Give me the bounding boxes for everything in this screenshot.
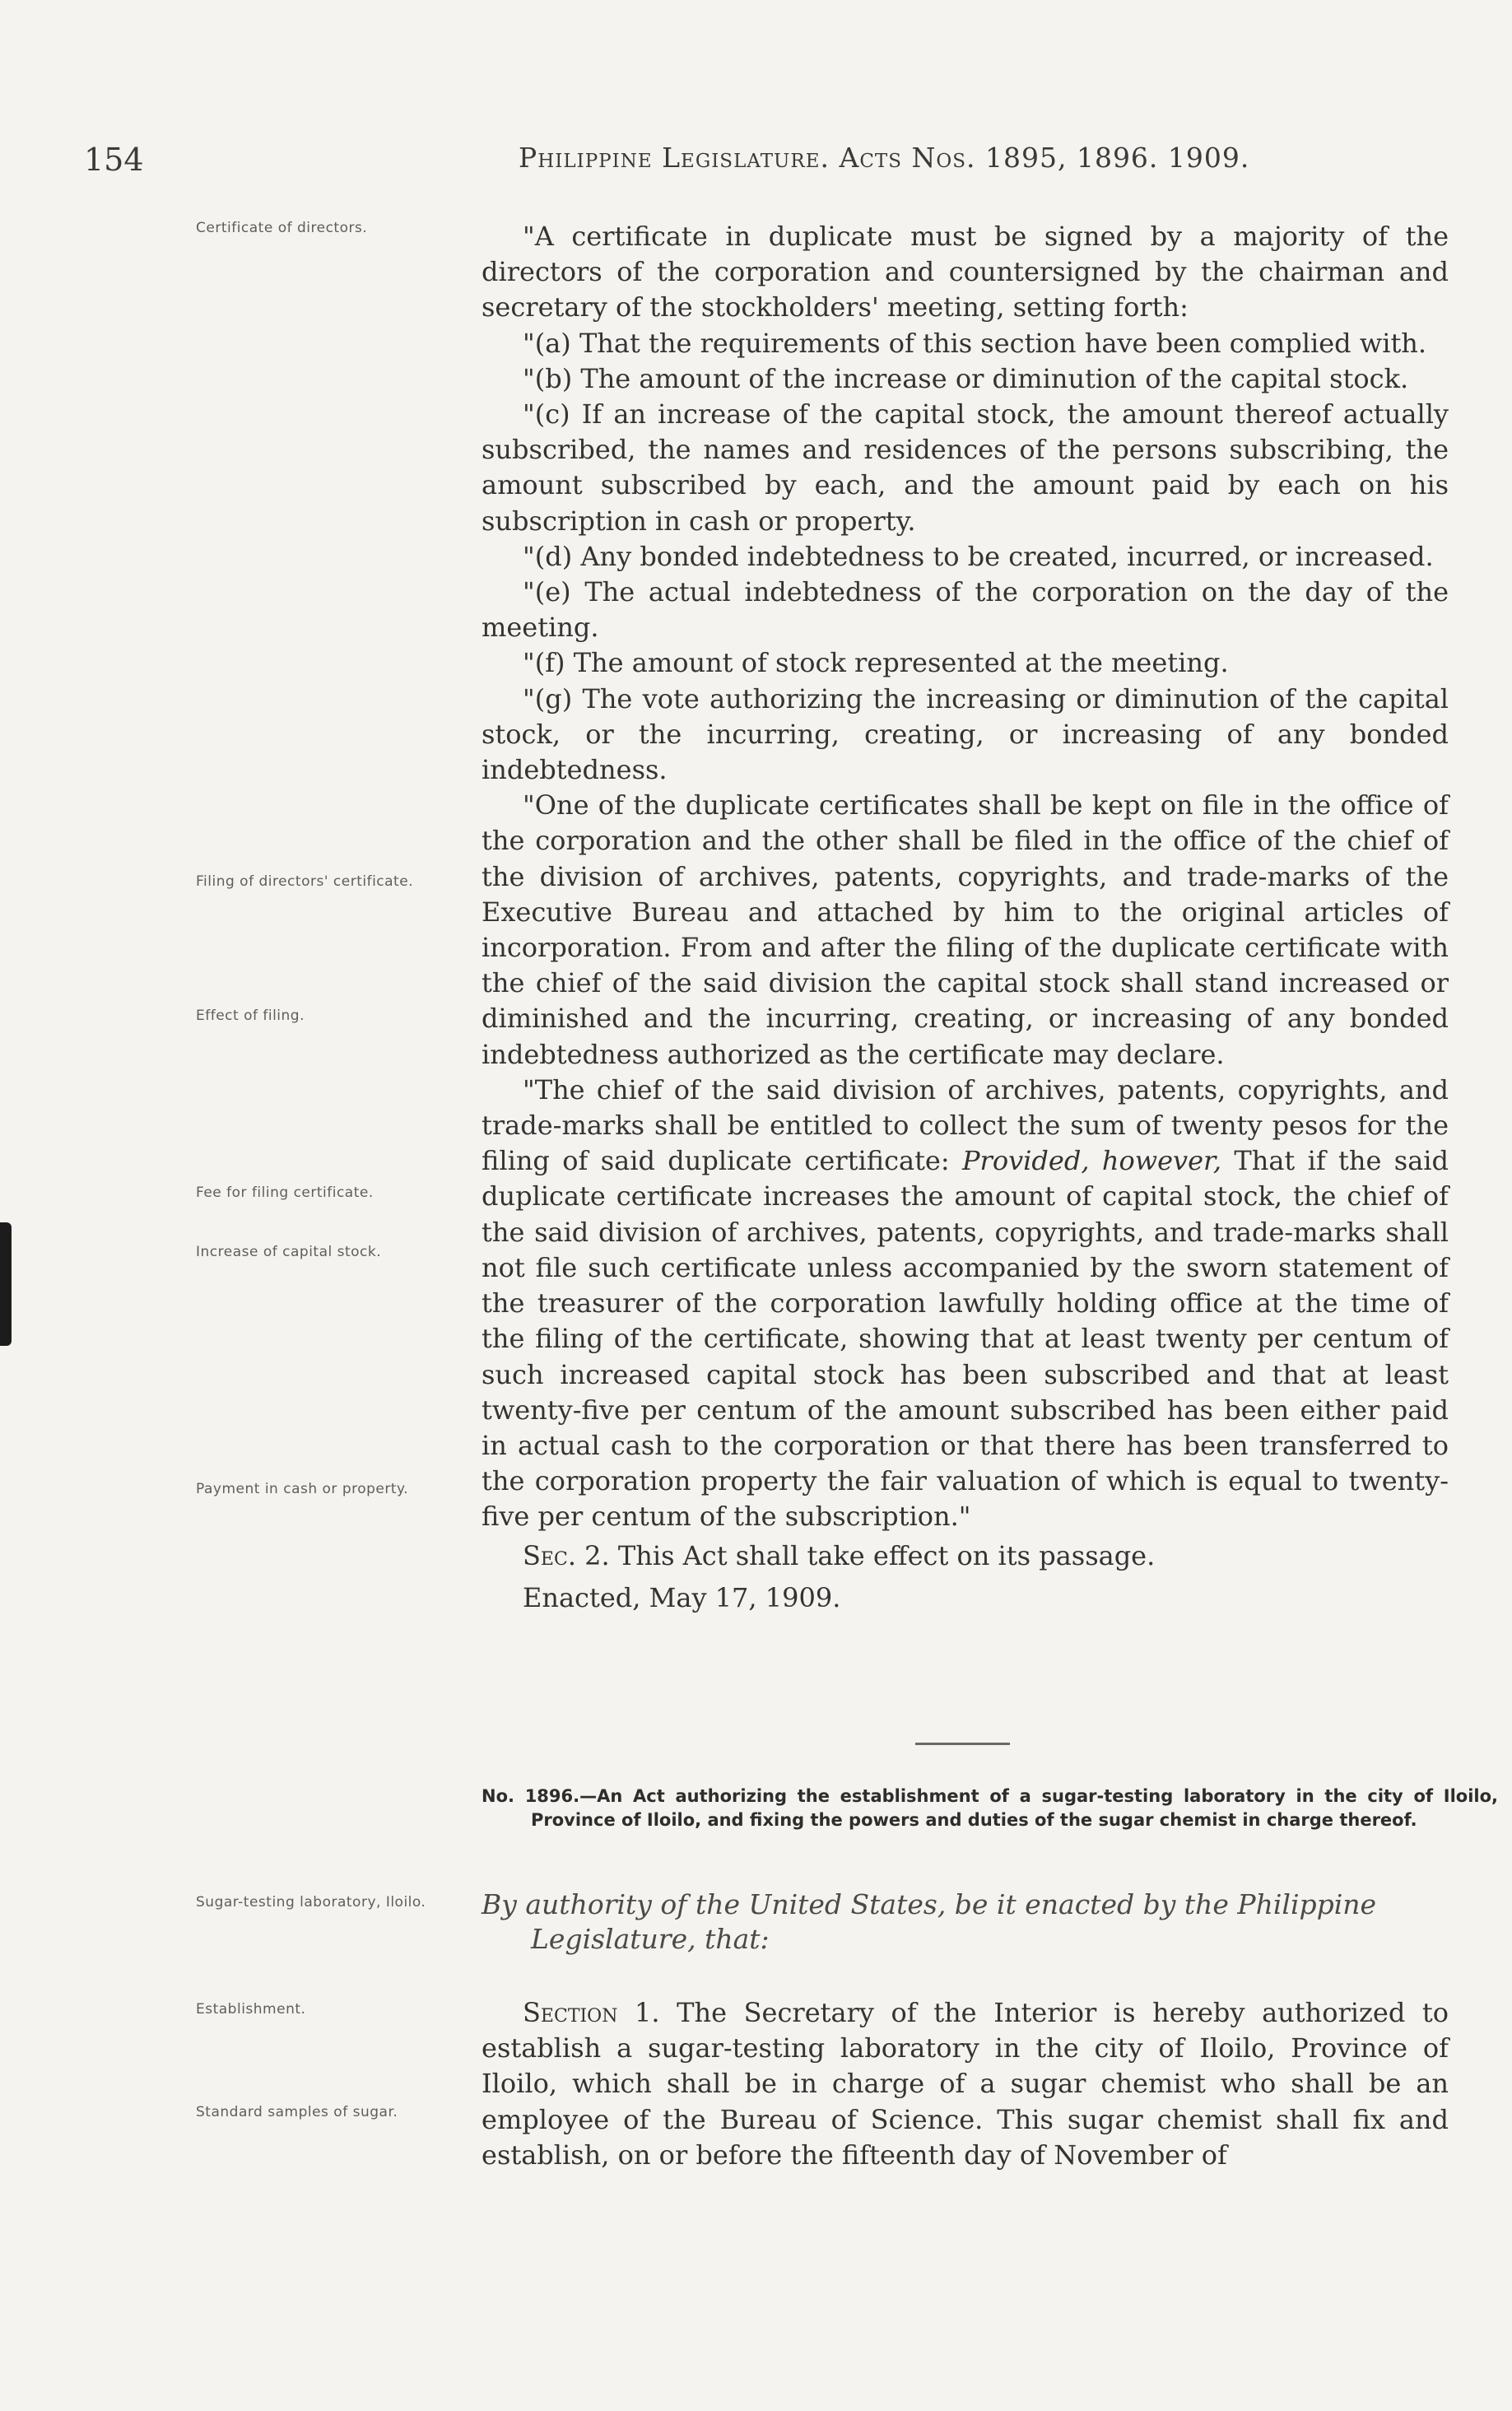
sidenote-standard-samples: Standard samples of sugar. (196, 2104, 398, 2120)
sidenote-filing-certificate: Filing of directors' certificate. (196, 873, 414, 890)
clause-e: "(e) The actual indebtedness of the corporation on the day of the meeting. (482, 576, 1449, 644)
sidenote-sugar-testing-laboratory: Sugar-testing laboratory, Iloilo. (196, 1894, 426, 1911)
clause-g: "(g) The vote authorizing the increasing or diminution of the capital stock, or the incurring, creating, or increasing of any bonded indebtedness. (482, 682, 1449, 786)
fee-text-part-2: That if the said duplicate certificate increases the amount of capital stock, the chief of the said division of archives, patents, copyrights, and trade-marks shall not file such certificate unless accompanied by the sworn statement of the treasurer of the corporation lawfully holding office at the time of the filing of the certificate, showing that at least twenty per centum of such increased capital stock has been subscribed and that at least twenty-five per centum of the amount subscribed has been either paid in actual cash to the corporation or that there has been transferred to the corporation property the fair valuation of which is equal to twenty-five per centum of the subscription." (482, 1145, 1449, 1533)
clause-d: "(d) Any bonded indebtedness to be created, incurred, or increased. (523, 540, 1434, 572)
clause-a: "(a) That the requirements of this section have been complied with. (523, 327, 1427, 359)
enacting-clause: By authority of the United States, be it enacted by the Philippine Legislature, that: (482, 1888, 1377, 1955)
section-1-label: Section 1. (523, 1997, 660, 2028)
sidenote-effect-of-filing: Effect of filing. (196, 1008, 305, 1024)
provided-however: Provided, however, (962, 1145, 1222, 1177)
scan-edge-mark (0, 1222, 12, 1346)
sidenote-fee-for-filing: Fee for filing certificate. (196, 1185, 374, 1201)
act-1896-section-1 (482, 1995, 1449, 2173)
sidenote-payment-cash-property: Payment in cash or property. (196, 1481, 409, 1497)
paragraph-fee (482, 1073, 1449, 1535)
page-number: 154 (84, 142, 144, 178)
act-1896-heading: No. 1896.—An Act authorizing the establishment of a sugar-testing laboratory in the city of Iloilo, Province of Iloilo, and fixing the powers and duties of the sugar chemist in charge thereof. (482, 1786, 1498, 1830)
paragraph-certificate: "A certificate in duplicate must be signed by a majority of the directors of the corporation and countersigned by the chairman and secretary of the stockholders' meeting, setting forth: (482, 221, 1449, 323)
enacted-date: Enacted, May 17, 1909. (523, 1581, 841, 1613)
section-divider (915, 1743, 1010, 1745)
clause-b: "(b) The amount of the increase or diminution of the capital stock. (523, 362, 1409, 394)
sidenote-certificate-of-directors: Certificate of directors. (196, 220, 368, 236)
act-1896-body (482, 1995, 1449, 2173)
sidenote-increase-of-capital: Increase of capital stock. (196, 1244, 382, 1260)
running-head: Philippine Legislature. Acts Nos. 1895, 1896. 1909. (519, 142, 1250, 174)
section-1-text: The Secretary of the Interior is hereby authorized to establish a sugar-testing laboratory in the city of Iloilo, Province of Iloilo, which shall be in charge of a sugar chemist who shall be an employee of the Bureau of Science. This sugar chemist shall fix and establish, on or before the fifteenth day of November of (482, 1997, 1449, 2171)
section-2-label: Sec. 2. (523, 1539, 610, 1571)
section-2 (482, 1538, 1449, 1574)
clause-f: "(f) The amount of stock represented at the meeting. (523, 647, 1229, 679)
clause-c: "(c) If an increase of the capital stock, the amount thereof actually subscribed, the names and residences of the persons subscribing, the amount subscribed by each, and the amount paid by each on his subscription in cash or property. (482, 398, 1449, 537)
paragraph-filing: "One of the duplicate certificates shall be kept on file in the office of the corporation and the other shall be filed in the office of the chief of the division of archives, patents, copyrights, and trade-marks of the Executive Bureau and attached by him to the original articles of incorporation. From and after the filing of the duplicate certificate with the chief of the said division the capital stock shall stand increased or diminished and the incurring, creating, or increasing of any bonded indebtedness authorized as the certificate may declare. (482, 789, 1449, 1070)
main-text-column (482, 219, 1449, 1616)
section-2-text: This Act shall take effect on its passage. (609, 1539, 1156, 1571)
sidenote-establishment: Establishment. (196, 2001, 306, 2018)
fee-text-part-1: "The chief of the said division of archives, patents, copyrights, and trade-marks shall be entitled to collect the sum of twenty pesos for the filing of said duplicate certificate: (482, 1073, 1449, 1177)
